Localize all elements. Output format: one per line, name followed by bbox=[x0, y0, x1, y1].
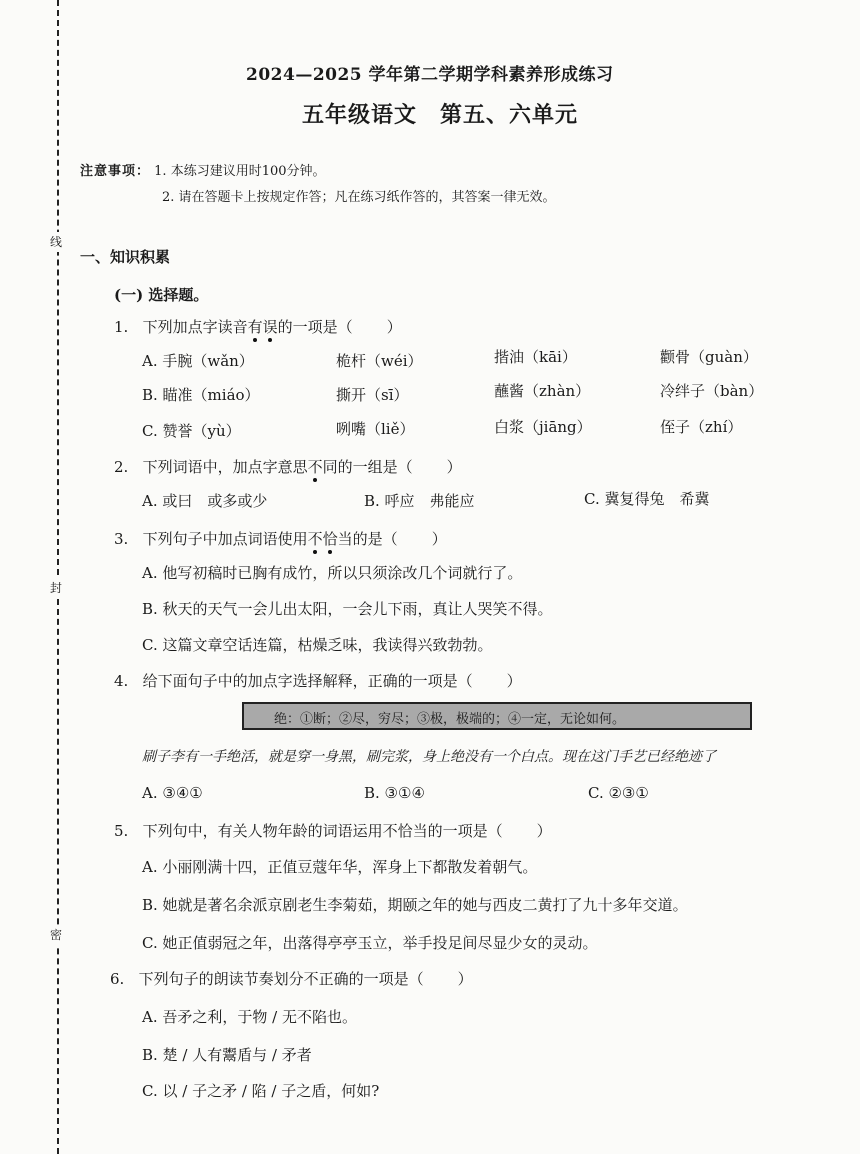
q5-option-c: C. 她正值弱冠之年，出落得亭亭玉立，举手投足间尽显少女的灵动。 bbox=[142, 934, 598, 952]
q3-option-c: C. 这篇文章空话连篇，枯燥乏味，我读得兴致勃勃。 bbox=[142, 636, 493, 654]
q1-option-a-2: 桅杆（wéi） bbox=[336, 352, 423, 370]
question-5 bbox=[114, 820, 552, 841]
question-2 bbox=[114, 456, 462, 477]
question-text: 下列词语中，加点字意思 bbox=[142, 458, 308, 476]
exam-title: 2024—2025 学年第二学期学科素养形成练习 bbox=[246, 65, 614, 85]
q1-option-b-2: 撕开（sī） bbox=[336, 386, 409, 404]
question-6 bbox=[110, 968, 473, 989]
dotted-char: 有 bbox=[247, 318, 263, 336]
question-text: 给下面句子中的加点字选择解释，正确的一项是（ bbox=[142, 672, 473, 690]
q1-option-b-1: B. 瞄准（miáo） bbox=[142, 386, 260, 404]
question-number: 4. bbox=[114, 672, 129, 690]
question-text: 下列句子的朗读节奏划分不正确的一项是（ bbox=[138, 970, 424, 988]
answer-bracket: ） bbox=[386, 318, 402, 336]
question-number: 6. bbox=[110, 970, 125, 988]
dotted-char: 不 bbox=[307, 458, 323, 476]
q1-option-a-1: A. 手腕（wǎn） bbox=[142, 352, 254, 370]
q4-sentence: 刷子李有一手绝活，就是穿一身黑，刷完浆，身上绝没有一个白点。现在这门手艺已经绝迹了 bbox=[142, 749, 716, 765]
question-number: 3. bbox=[114, 530, 129, 548]
q3-option-a: A. 他写初稿时已胸有成竹，所以只须涂改几个词就行了。 bbox=[142, 564, 523, 582]
question-text: 同的一组是（ bbox=[322, 458, 413, 476]
section-title: 一、知识积累 bbox=[80, 248, 171, 266]
margin-mark-seal: 封 bbox=[50, 578, 62, 598]
question-text: 下列句中，有关人物年龄的词语运用不恰当的一项是（ bbox=[142, 822, 503, 840]
notice-label: 注意事项： bbox=[80, 164, 151, 179]
q6-option-c: C. 以 / 子之矛 / 陷 / 子之盾，何如? bbox=[142, 1082, 380, 1100]
question-number: 1. bbox=[114, 318, 129, 336]
question-text: 下列句子中加点词语使用 bbox=[142, 530, 308, 548]
question-4 bbox=[114, 670, 522, 691]
question-number: 2. bbox=[114, 458, 129, 476]
q2-option-b: B. 呼应 弗能应 bbox=[364, 492, 475, 510]
q1-option-c-2: 咧嘴（liě） bbox=[336, 420, 415, 438]
margin-mark-line: 线 bbox=[50, 232, 62, 252]
answer-bracket: ） bbox=[446, 458, 462, 476]
question-number: 5. bbox=[114, 822, 129, 840]
q2-option-c: C. 冀复得兔 希冀 bbox=[584, 490, 710, 508]
q5-option-a: A. 小丽刚满十四，正值豆蔻年华，浑身上下都散发着朝气。 bbox=[142, 858, 538, 876]
question-text: 的一项是（ bbox=[277, 318, 353, 336]
q1-option-c-3: 白浆（jiāng） bbox=[494, 418, 592, 436]
answer-bracket: ） bbox=[457, 970, 473, 988]
q4-option-c: C. ②③① bbox=[588, 784, 649, 802]
q2-option-a: A. 或曰 或多或少 bbox=[142, 492, 268, 510]
binding-margin-line bbox=[57, 0, 59, 1154]
subsection-title: (一) 选择题。 bbox=[114, 286, 209, 304]
dotted-char: 误 bbox=[262, 318, 278, 336]
margin-mark-secret: 密 bbox=[50, 925, 62, 945]
q6-option-a: A. 吾矛之利，于物 / 无不陷也。 bbox=[142, 1008, 357, 1026]
q1-option-c-4: 侄子（zhí） bbox=[660, 418, 743, 436]
definition-box: 绝：①断；②尽，穷尽；③极，极端的；④一定，无论如何。 bbox=[242, 702, 752, 730]
q3-option-b: B. 秋天的天气一会儿出太阳，一会儿下雨，真让人哭笑不得。 bbox=[142, 600, 553, 618]
q5-option-b: B. 她就是著名余派京剧老生李菊茹，期颐之年的她与西皮二黄打了九十多年交道。 bbox=[142, 896, 688, 914]
question-text: 当的是（ bbox=[337, 530, 398, 548]
question-3 bbox=[114, 528, 447, 549]
q1-option-b-4: 冷绊子（bàn） bbox=[660, 382, 764, 400]
answer-bracket: ） bbox=[506, 672, 522, 690]
question-text: 下列加点字读音 bbox=[142, 318, 248, 336]
q1-option-a-4: 颧骨（guàn） bbox=[660, 348, 758, 366]
answer-bracket: ） bbox=[431, 530, 447, 548]
exam-subtitle: 五年级语文 第五、六单元 bbox=[302, 102, 579, 128]
notice-line-1 bbox=[80, 160, 326, 179]
notice-item-2: 2. 请在答题卡上按规定作答；凡在练习纸作答的，其答案一律无效。 bbox=[162, 190, 556, 205]
q4-option-b: B. ③①④ bbox=[364, 784, 425, 802]
q1-option-a-3: 揩油（kāi） bbox=[494, 348, 577, 366]
q1-option-c-1: C. 赞誉（yù） bbox=[142, 422, 241, 440]
q1-option-b-3: 蘸酱（zhàn） bbox=[494, 382, 591, 400]
q4-option-a: A. ③④① bbox=[142, 784, 203, 802]
dotted-char: 恰 bbox=[322, 530, 338, 548]
notice-item-1: 1. 本练习建议用时100分钟。 bbox=[154, 164, 326, 179]
dotted-char: 不 bbox=[307, 530, 323, 548]
q6-option-b: B. 楚 / 人有鬻盾与 / 矛者 bbox=[142, 1046, 312, 1064]
answer-bracket: ） bbox=[536, 822, 552, 840]
question-1 bbox=[114, 316, 402, 337]
